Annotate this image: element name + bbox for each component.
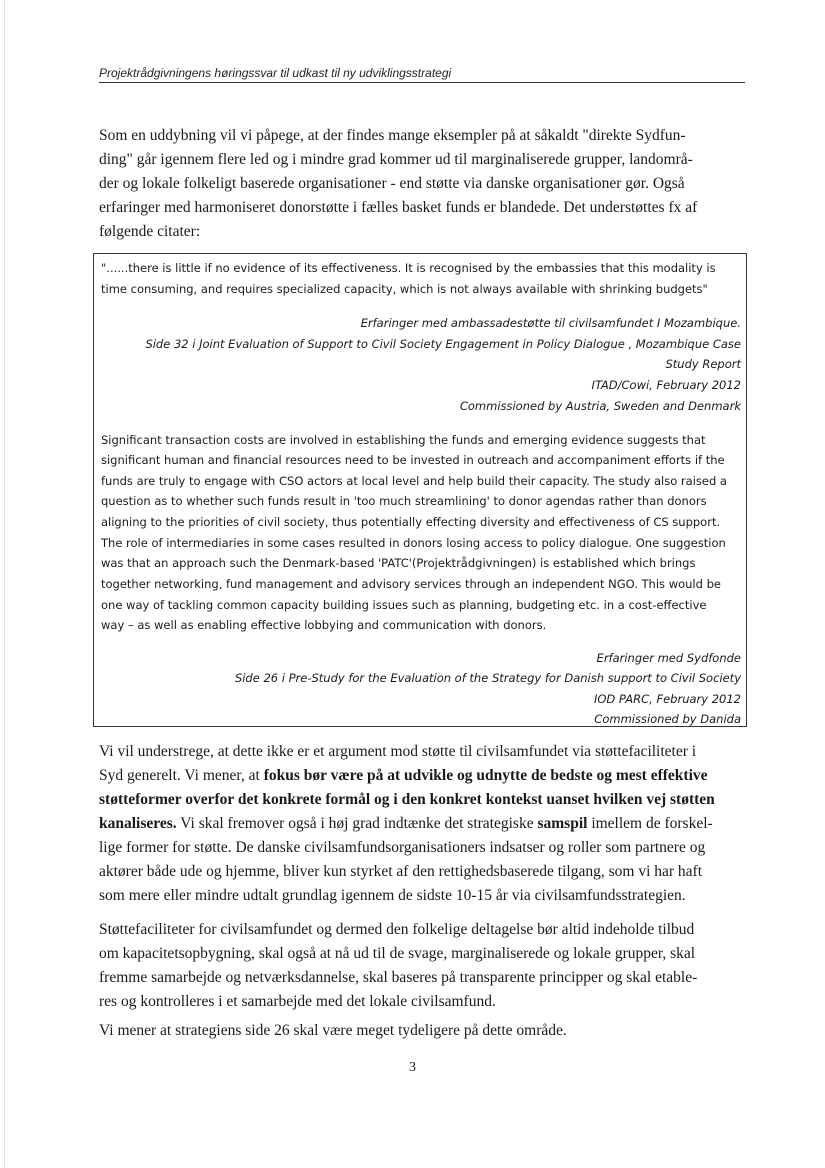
- body-paragraph-3: [99, 918, 745, 1014]
- body-line: om kapacitetsopbygning, skal også at nå ud til de svage, marginaliserede og lokale grupper, skal: [99, 945, 696, 962]
- quote2-line: Significant transaction costs are involved in establishing the funds and emerging evidence suggests that: [101, 433, 706, 447]
- body-text: imellem de forskel-: [587, 815, 713, 832]
- running-header: Projektrådgivningens høringssvar til udkast til ny udviklingsstrategi: [99, 66, 745, 83]
- quote2-citation-line: Erfaringer med Sydfonde: [596, 651, 741, 665]
- quote2-line: was that an approach such the Denmark-based 'PATC'(Projektrådgivningen) is established which brings: [101, 556, 696, 570]
- bold-text: fokus bør være på at udvikle og udnytte de bedste og mest effektive: [263, 767, 708, 784]
- quote2-citation-line: Commissioned by Danida: [594, 712, 741, 726]
- quote1-citation-line: Commissioned by Austria, Sweden and Denmark: [459, 399, 741, 413]
- intro-line: følgende citater:: [99, 223, 201, 240]
- body-line: res og kontrolleres i et samarbejde med det lokale civilsamfund.: [99, 993, 496, 1010]
- intro-line: Som en uddybning vil vi påpege, at der findes mange eksempler på at såkaldt "direkte Sydfun-: [99, 127, 686, 144]
- body-paragraph-2: [99, 740, 745, 908]
- quote2-line: The role of intermediaries in some cases resulted in donors losing access to policy dialogue. One suggestion: [101, 536, 726, 550]
- quote2-citation-line: Side 26 i Pre-Study for the Evaluation of the Strategy for Danish support to Civil Society: [234, 671, 741, 685]
- body-paragraph-4: Vi mener at strategiens side 26 skal være meget tydeligere på dette område.: [99, 1022, 567, 1039]
- page-number: 3: [409, 1060, 416, 1075]
- body-line: aktører både ude og hjemme, bliver kun styrket af den rettighedsbaserede tilgang, som vi har haft: [99, 863, 703, 880]
- quote2-line: together networking, fund management and advisory services through an independent NGO. This would be: [101, 577, 721, 591]
- quote2-line: one way of tackling common capacity building issues such as planning, budgeting etc. in a cost-effective: [101, 598, 707, 612]
- quote1-line: time consuming, and requires specialized capacity, which is not always available with shrinking budgets": [101, 282, 708, 296]
- quote1-citation-line: Side 32 i Joint Evaluation of Support to Civil Society Engagement in Policy Dialogue , Mozambique Case: [145, 337, 741, 351]
- body-line: Støttefaciliteter for civilsamfundet og dermed den folkelige deltagelse bør altid indeholde tilbud: [99, 921, 695, 938]
- bold-text: samspil: [537, 815, 588, 832]
- body-text: Vi skal fremover også i høj grad indtænke det strategiske: [176, 815, 538, 832]
- quote2-line: way – as well as enabling effective lobbying and communication with donors.: [101, 618, 547, 632]
- body-line: fremme samarbejde og netværksdannelse, skal baseres på transparente principper og skal etable-: [99, 969, 698, 986]
- quote2-line: question as to whether such funds result in 'too much streamlining' to donor agendas rather than donors: [101, 494, 707, 508]
- bold-text: støtteformer overfor det konkrete formål og i den konkret kontekst uanset hvilken vej støtten: [99, 791, 715, 808]
- body-line: lige former for støtte. De danske civilsamfundsorganisationers indsatser og roller som partnere og: [99, 839, 706, 856]
- quote2-line: funds are truly to engage with CSO actors at local level and help build their capacity. The study also raised a: [101, 474, 727, 488]
- body-line: [99, 764, 745, 788]
- intro-paragraph: [99, 124, 745, 244]
- body-line: [99, 812, 745, 836]
- body-line: [99, 788, 745, 812]
- body-text: Syd generelt. Vi mener, at: [99, 767, 264, 784]
- intro-line: erfaringer med harmoniseret donorstøtte i fælles basket funds er blandede. Det understøttes fx af: [99, 199, 698, 216]
- quote2-line: significant human and financial resources need to be invested in outreach and accompaniment efforts if the: [101, 453, 725, 467]
- intro-line: der og lokale folkeligt baserede organisationer - end støtte via danske organisationer gør. Også: [99, 175, 685, 192]
- scan-margin-line: [4, 0, 5, 1168]
- body-line: Vi vil understrege, at dette ikke er et argument mod støtte til civilsamfundet via støttefaciliteter i: [99, 743, 697, 760]
- quote1-line: "......there is little if no evidence of its effectiveness. It is recognised by the embassies that this modality is: [101, 261, 716, 275]
- quote1-citation-line: Study Report: [665, 357, 741, 371]
- quote2-citation-line: IOD PARC, February 2012: [593, 692, 741, 706]
- quote1-citation-line: ITAD/Cowi, February 2012: [591, 378, 741, 392]
- bold-text: kanaliseres.: [99, 815, 177, 832]
- quote2-line: aligning to the priorities of civil society, thus potentially effecting diversity and effectiveness of CS support.: [101, 515, 721, 529]
- intro-line: ding" går igennem flere led og i mindre grad kommer ud til marginaliserede grupper, landområ-: [99, 151, 693, 168]
- quote1-citation-line: Erfaringer med ambassadestøtte til civilsamfundet I Mozambique.: [360, 316, 741, 330]
- quotation-box: [93, 253, 747, 727]
- body-line: som mere eller mindre udtalt grundlag igennem de sidste 10-15 år via civilsamfundsstrategien.: [99, 887, 686, 904]
